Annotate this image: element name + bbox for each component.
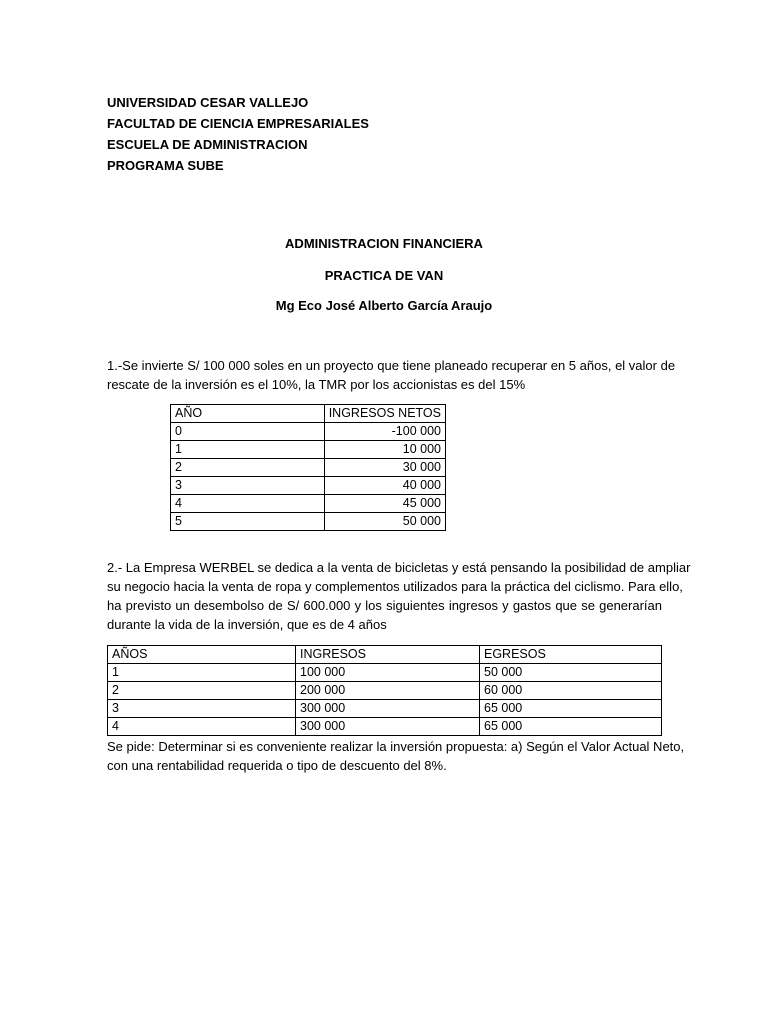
problem-1-line: rescate de la inversión es el 10%, la TMR por los accionistas es del 15% [107, 377, 526, 392]
cell-year: 2 [108, 682, 296, 700]
table-header-row [108, 646, 662, 664]
table-row [108, 718, 662, 736]
table-row [108, 682, 662, 700]
column-header-year: AÑO [171, 405, 325, 423]
problem-2-question [107, 737, 685, 775]
table-header-row [171, 405, 446, 423]
table-row [171, 477, 446, 495]
school-name: ESCUELA DE ADMINISTRACION [107, 137, 308, 152]
cell-net-income: -100 000 [324, 423, 445, 441]
problem-2-table [107, 645, 662, 736]
cell-net-income: 30 000 [324, 459, 445, 477]
cell-income: 100 000 [296, 664, 480, 682]
problem-1-statement [107, 356, 676, 394]
university-name: UNIVERSIDAD CESAR VALLEJO [107, 95, 309, 110]
cell-net-income: 50 000 [324, 513, 445, 531]
question-line: Se pide: Determinar si es conveniente realizar la inversión propuesta: a) Según el Valor Actual Neto, [107, 739, 685, 754]
table-row [171, 513, 446, 531]
column-header-years: AÑOS [108, 646, 296, 664]
table-row [171, 441, 446, 459]
column-header-net-income: INGRESOS NETOS [324, 405, 445, 423]
cell-income: 200 000 [296, 682, 480, 700]
table-row [108, 664, 662, 682]
cell-year: 0 [171, 423, 325, 441]
cell-expenses: 65 000 [480, 718, 662, 736]
cell-year: 4 [171, 495, 325, 513]
cell-year: 1 [108, 664, 296, 682]
cell-year: 2 [171, 459, 325, 477]
column-header-income: INGRESOS [296, 646, 480, 664]
cell-income: 300 000 [296, 718, 480, 736]
author-name: Mg Eco José Alberto García Araujo [275, 298, 493, 313]
problem-2-line: ha previsto un desembolso de S/ 600.000 y los siguientes ingresos y gastos que se generarían [107, 598, 662, 613]
cell-year: 1 [171, 441, 325, 459]
problem-1-line: 1.-Se invierte S/ 100 000 soles en un proyecto que tiene planeado recuperar en 5 años, el valor de [107, 358, 676, 373]
cell-year: 4 [108, 718, 296, 736]
problem-1-table [170, 404, 446, 531]
cell-expenses: 60 000 [480, 682, 662, 700]
column-header-expenses: EGRESOS [480, 646, 662, 664]
cell-income: 300 000 [296, 700, 480, 718]
table-row [171, 495, 446, 513]
cell-expenses: 50 000 [480, 664, 662, 682]
cell-net-income: 10 000 [324, 441, 445, 459]
practice-title: PRACTICA DE VAN [324, 268, 444, 283]
cell-expenses: 65 000 [480, 700, 662, 718]
problem-2-line: 2.- La Empresa WERBEL se dedica a la venta de bicicletas y está pensando la posibilidad de ampliar [107, 560, 691, 575]
institution-header [107, 92, 369, 176]
problem-2-statement [107, 558, 691, 634]
cell-year: 3 [171, 477, 325, 495]
table-row [171, 459, 446, 477]
problem-2-line: su negocio hacia la venta de ropa y complementos utilizados para la práctica del ciclismo. Para ello, [107, 579, 683, 594]
cell-net-income: 40 000 [324, 477, 445, 495]
question-line: con una rentabilidad requerida o tipo de descuento del 8%. [107, 758, 447, 773]
faculty-name: FACULTAD DE CIENCIA EMPRESARIALES [107, 116, 369, 131]
problem-2-line: durante la vida de la inversión, que es de 4 años [107, 617, 387, 632]
cell-year: 5 [171, 513, 325, 531]
program-name: PROGRAMA SUBE [107, 158, 224, 173]
table-row [171, 423, 446, 441]
cell-net-income: 45 000 [324, 495, 445, 513]
course-title: ADMINISTRACION FINANCIERA [285, 236, 483, 251]
table-row [108, 700, 662, 718]
cell-year: 3 [108, 700, 296, 718]
